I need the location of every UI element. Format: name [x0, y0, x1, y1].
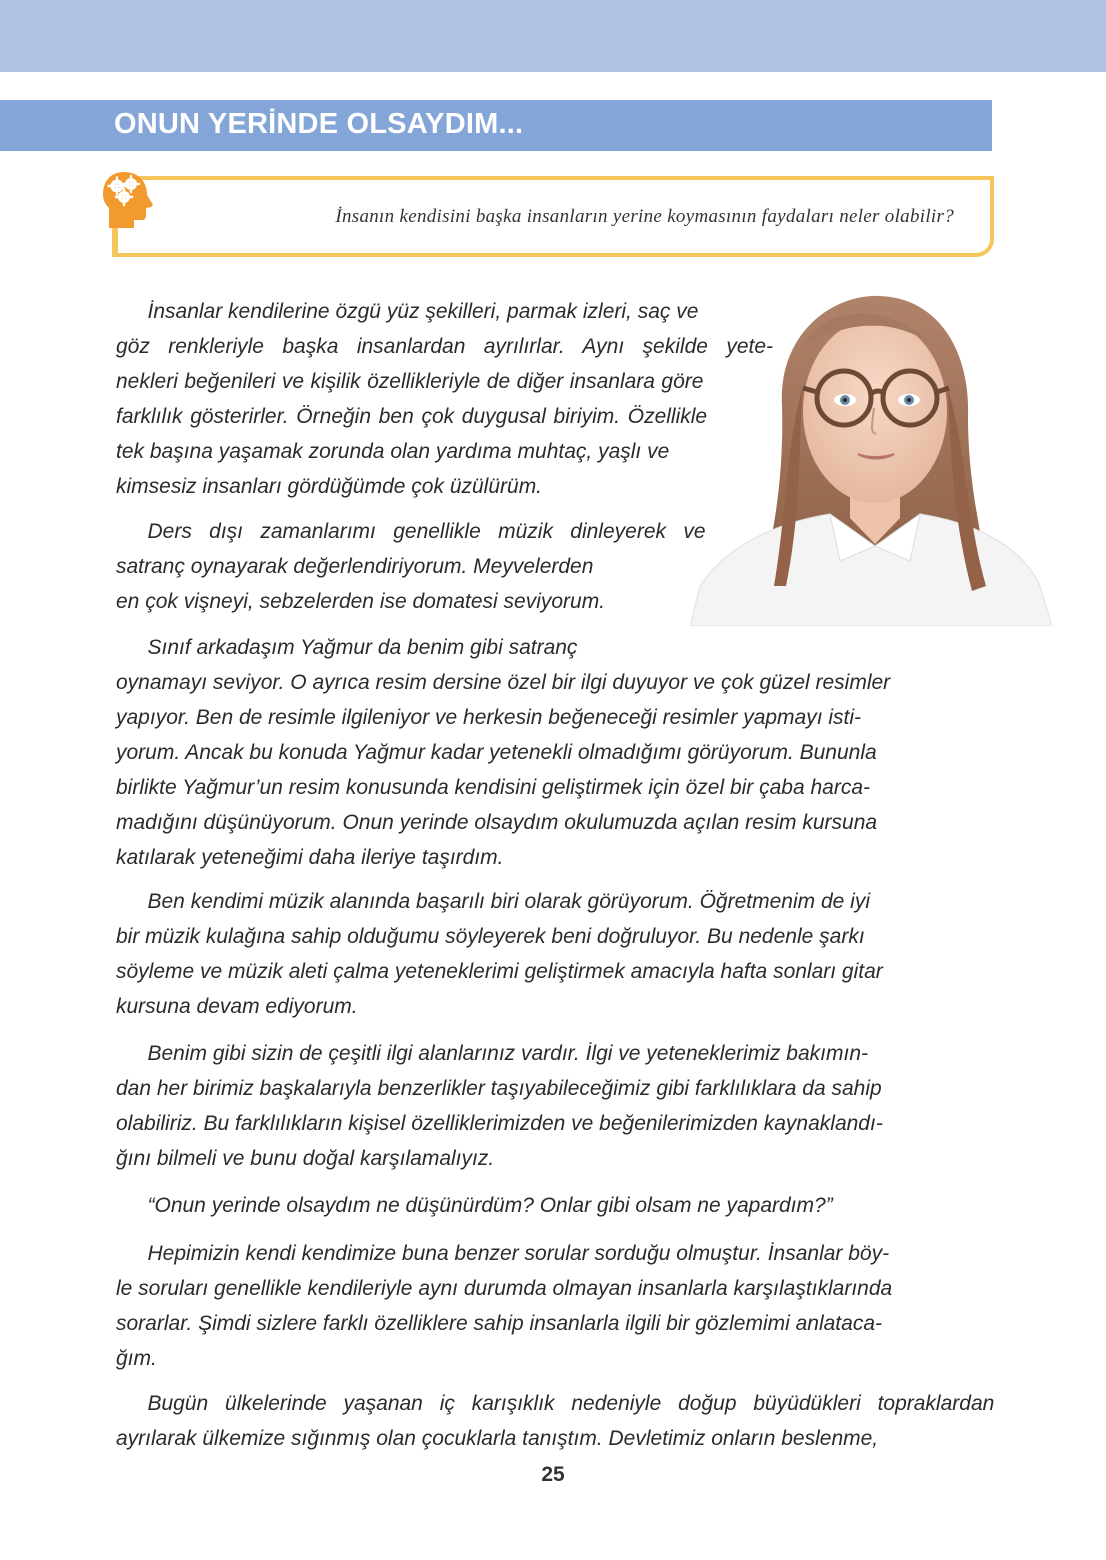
thinking-head-gears-icon [100, 170, 158, 230]
paragraph-1 [116, 294, 773, 504]
paragraph-4 [116, 884, 883, 1024]
text-line: tek başına yaşamak zorunda olan yardıma muhtaç, yaşlı ve [116, 440, 670, 463]
text-line: nekleri beğenileri ve kişilik özellikleriyle de diğer insanlara göre [116, 370, 704, 393]
text-line: farklılık gösterirler. Örneğin ben çok duygusal biriyim. Özellikle [116, 405, 708, 428]
text-line: katılarak yeteneğimi daha ileriye taşırdım. [116, 846, 504, 869]
text-line: Bugün ülkelerinde yaşanan iç karışıklık nedeniyle doğup büyüdükleri topraklardan [116, 1392, 995, 1415]
text-line: Hepimizin kendi kendimize buna benzer sorular sorduğu olmuştur. İnsanlar böy- [116, 1242, 890, 1265]
text-line: Ders dışı zamanlarımı genellikle müzik dinleyerek ve [116, 520, 706, 543]
text-line: ayrılarak ülkemize sığınmış olan çocuklarla tanıştım. Devletimiz onların beslenme, [116, 1427, 879, 1450]
text-line: satranç oynayarak değerlendiriyorum. Meyvelerden [116, 555, 594, 578]
text-line: sorarlar. Şimdi sizlere farklı özelliklere sahip insanlarla ilgili bir gözlemimi anlataca- [116, 1312, 882, 1335]
text-line: kursuna devam ediyorum. [116, 995, 358, 1018]
text-line: “Onun yerinde olsaydım ne düşünürdüm? Onlar gibi olsam ne yapardım?” [116, 1194, 833, 1217]
paragraph-8 [116, 1386, 994, 1456]
page-title: ONUN YERİNDE OLSAYDIM... [114, 108, 524, 140]
text-line: bir müzik kulağına sahip olduğumu söyleyerek beni doğruluyor. Bu nedenle şarkı [116, 925, 865, 948]
text-line: yapıyor. Ben de resimle ilgileniyor ve herkesin beğeneceği resimler yapmayı isti- [116, 706, 862, 729]
paragraph-7 [116, 1236, 892, 1376]
text-line: en çok vişneyi, sebzelerden ise domatesi seviyorum. [116, 590, 606, 613]
paragraph-2 [116, 514, 706, 619]
paragraph-6-quote [116, 1188, 833, 1223]
text-line: madığını düşünüyorum. Onun yerinde olsaydım okulumuzda açılan resim kursuna [116, 811, 878, 834]
text-line: ğını bilmeli ve bunu doğal karşılamalıyız. [116, 1147, 495, 1170]
text-line: İnsanlar kendilerine özgü yüz şekilleri, parmak izleri, saç ve [116, 300, 699, 323]
text-line: oynamayı seviyor. O ayrıca resim dersine özel bir ilgi duyuyor ve çok güzel resimler [116, 671, 891, 694]
text-line: le soruları genellikle kendileriyle aynı durumda olmayan insanlarla karşılaştıklarında [116, 1277, 893, 1300]
paragraph-3 [116, 630, 890, 875]
text-line: Sınıf arkadaşım Yağmur da benim gibi satranç [116, 636, 578, 659]
text-line: söyleme ve müzik aleti çalma yeteneklerimi geliştirmek amacıyla hafta sonları gitar [116, 960, 883, 983]
text-line: olabiliriz. Bu farklılıkların kişisel özelliklerimizden ve beğenilerimizden kaynaklandı- [116, 1112, 883, 1135]
page-number: 25 [541, 1463, 565, 1486]
text-line: Benim gibi sizin de çeşitli ilgi alanlarınız vardır. İlgi ve yeteneklerimiz bakımın- [116, 1042, 869, 1065]
title-bar [0, 100, 992, 151]
text-line: kimsesiz insanları gördüğümde çok üzülürüm. [116, 475, 543, 498]
text-line: dan her birimiz başkalarıyla benzerlikler taşıyabileceğimiz gibi farklılıklara da sahip [116, 1077, 882, 1100]
top-color-band [0, 0, 1106, 72]
paragraph-5 [116, 1036, 883, 1176]
question-text: İnsanın kendisini başka insanların yerine koymasının faydaları neler olabilir? [335, 206, 954, 227]
text-line: ğım. [116, 1347, 157, 1370]
question-box [112, 176, 994, 257]
text-line: yorum. Ancak bu konuda Yağmur kadar yetenekli olmadığımı görüyorum. Bununla [116, 741, 877, 764]
text-line: göz renkleriyle başka insanlardan ayrılırlar. Aynı şekilde yete- [116, 335, 774, 358]
text-line: birlikte Yağmur’un resim konusunda kendisini geliştirmek için özel bir çaba harca- [116, 776, 871, 799]
text-line: Ben kendimi müzik alanında başarılı biri olarak görüyorum. Öğretmenim de iyi [116, 890, 870, 913]
